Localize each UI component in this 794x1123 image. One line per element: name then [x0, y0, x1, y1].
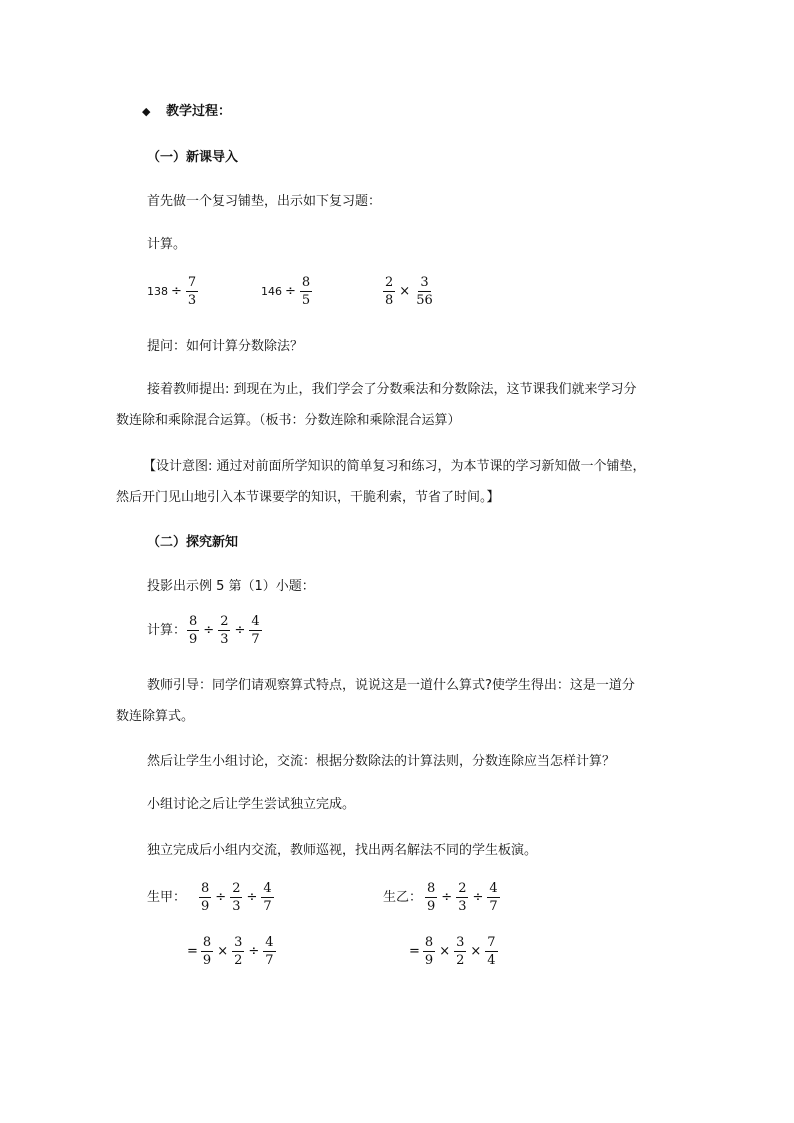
student-b-label: 生乙：: [383, 890, 423, 905]
student-a-line1: 生甲： $\frac{8}{9}$ ÷ $\frac{2}{3}$ ÷ $\frac{4}{7}$: [147, 881, 272, 914]
paragraph-teacher-line1: 接着教师提出: 到现在为止，我们学会了分数乘法和分数除法，这节课我们就来学习分: [147, 382, 637, 397]
example-expression: 计算： $\frac{8}{9}$ ÷ $\frac{2}{3}$ ÷ $\frac{4}{7}$: [147, 614, 260, 647]
fraction: $\frac{3}{2}$: [456, 935, 465, 968]
fraction: $\frac{8}{9}$: [427, 881, 436, 914]
paragraph-guide-line1: 教师引导：同学们请观察算式特点，说说这是一道什么算式?使学生得出：这是一道分: [147, 678, 635, 693]
fraction: $\frac{3}{2}$: [234, 935, 243, 968]
paragraph-review-intro: 首先做一个复习铺垫，出示如下复习题：: [147, 194, 382, 209]
review-expression-1: 138 ÷ $\frac{7}{3}$: [147, 275, 197, 308]
section-title: 教学过程：: [166, 104, 232, 119]
subsection-title-explore: （二）探究新知: [147, 535, 239, 550]
review-expression-2: 146 ÷ $\frac{8}{5}$: [261, 275, 311, 308]
paragraph-example: 投影出示例 5 第（1）小题：: [147, 579, 315, 594]
paragraph-guide-line2: 数连除算式。: [116, 709, 195, 724]
paragraph-calc: 计算。: [147, 237, 187, 252]
paragraph-discussion: 然后让学生小组讨论，交流：根据分数除法的计算法则，分数连除应当怎样计算？: [147, 754, 616, 769]
design-intent-line2: 然后开门见山地引入本节课要学的知识，干脆利索，节省了时间。】: [116, 490, 500, 505]
fraction: $\frac{2}{3}$: [458, 881, 467, 914]
student-b-line2: = $\frac{8}{9}$ × $\frac{3}{2}$ × $\frac{7}{4}$: [409, 935, 496, 968]
paragraph-teacher-line2: 数连除和乘除混合运算。（板书：分数连除和乘除混合运算）: [116, 413, 461, 428]
fraction: $\frac{3}{56}$: [416, 275, 433, 308]
review-expression-3: $\frac{2}{8}$ × $\frac{3}{56}$: [385, 275, 433, 308]
student-a-line2: = $\frac{8}{9}$ × $\frac{3}{2}$ ÷ $\frac{4}{7}$: [187, 935, 274, 968]
fraction: $\frac{2}{3}$: [220, 614, 229, 647]
paragraph-question: 提问：如何计算分数除法？: [147, 339, 304, 354]
design-intent-line1: 【设计意图: 通过对前面所学知识的简单复习和练习，为本节课的学习新知做一个铺垫，: [143, 459, 646, 474]
paragraph-board: 独立完成后小组内交流，教师巡视，找出两名解法不同的学生板演。: [147, 843, 538, 858]
student-a-label: 生甲：: [147, 890, 187, 905]
fraction: $\frac{7}{4}$: [487, 935, 496, 968]
fraction: $\frac{8}{9}$: [202, 935, 212, 968]
paragraph-independent: 小组讨论之后让学生尝试独立完成。: [147, 797, 356, 812]
diamond-bullet-icon: ◆: [142, 105, 151, 118]
fraction: $\frac{4}{7}$: [265, 935, 274, 968]
fraction: $\frac{2}{8}$: [385, 275, 394, 308]
fraction: $\frac{8}{9}$: [189, 614, 198, 647]
fraction: $\frac{8}{9}$: [201, 881, 210, 914]
fraction: $\frac{2}{3}$: [232, 881, 241, 914]
fraction: $\frac{7}{3}$: [187, 275, 197, 308]
fraction: $\frac{8}{5}$: [301, 275, 311, 308]
fraction: $\frac{8}{9}$: [424, 935, 434, 968]
fraction: $\frac{4}{7}$: [263, 881, 272, 914]
fraction: $\frac{4}{7}$: [251, 614, 260, 647]
subsection-title-intro: （一）新课导入: [147, 150, 239, 165]
fraction: $\frac{4}{7}$: [489, 881, 498, 914]
student-b-line1: 生乙： $\frac{8}{9}$ ÷ $\frac{2}{3}$ ÷ $\frac{4}{7}$: [383, 881, 498, 914]
